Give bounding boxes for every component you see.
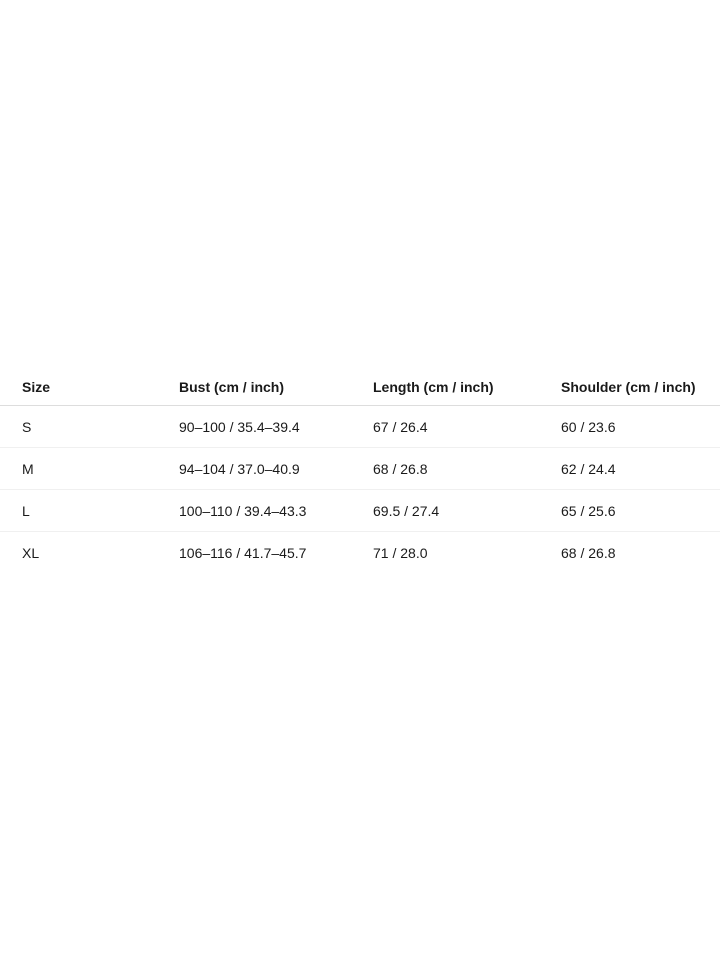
cell-length: 71 / 28.0 — [373, 544, 428, 561]
cell-shoulder: 68 / 26.8 — [561, 544, 616, 561]
header-shoulder: Shoulder (cm / inch) — [561, 368, 720, 406]
cell-bust: 94–104 / 37.0–40.9 — [179, 448, 373, 490]
cell-size: L — [0, 490, 179, 532]
cell-shoulder: 62 / 24.4 — [561, 448, 720, 490]
cell-size: XL — [22, 544, 40, 561]
cell-bust: 106–116 / 41.7–45.7 — [179, 544, 307, 561]
table-row — [0, 448, 720, 490]
cell-shoulder: 65 / 25.6 — [561, 490, 720, 532]
header-size: Size — [0, 368, 179, 406]
header-length: Length (cm / inch) — [373, 368, 561, 406]
header-row — [0, 368, 720, 406]
table-body — [0, 406, 720, 574]
cell-size: S — [0, 406, 179, 448]
table-header — [0, 368, 720, 406]
table-row — [0, 490, 720, 532]
table-row — [0, 532, 720, 574]
cell-size: M — [0, 448, 179, 490]
cell-bust: 90–100 / 35.4–39.4 — [179, 406, 373, 448]
cell-length: 69.5 / 27.4 — [373, 490, 561, 532]
cell-length: 67 / 26.4 — [373, 406, 561, 448]
table-row — [0, 406, 720, 448]
cell-length: 68 / 26.8 — [373, 448, 561, 490]
cell-bust: 100–110 / 39.4–43.3 — [179, 490, 373, 532]
size-chart-table — [0, 368, 720, 573]
cell-shoulder: 60 / 23.6 — [561, 406, 720, 448]
header-bust: Bust (cm / inch) — [179, 368, 373, 406]
